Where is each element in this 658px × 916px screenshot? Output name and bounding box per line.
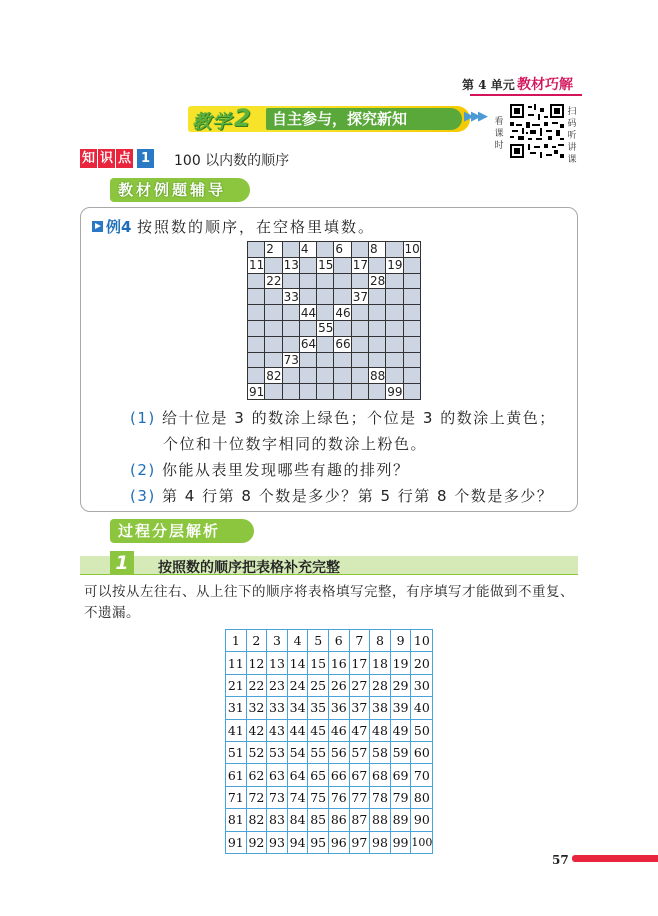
full-number-grid [225,629,433,854]
grid-cell: 52 [246,741,267,763]
grid-cell [403,352,420,368]
grid-cell: 17 [349,652,370,674]
grid-cell [386,273,403,289]
grid-cell: 67 [349,764,370,786]
grid-cell [334,289,351,305]
grid-cell: 48 [370,719,391,741]
grid-cell [386,368,403,384]
grid-cell [334,273,351,289]
grid-cell [248,368,265,384]
grid-cell [368,289,385,305]
grid-cell [299,368,316,384]
grid-cell [317,242,334,258]
grid-cell [282,320,299,336]
grid-cell: 45 [308,719,329,741]
grid-cell [351,336,368,352]
grid-cell: 8 [370,630,391,652]
grid-cell [265,336,282,352]
knowledge-point-title: 100 以内数的顺序 [174,153,290,169]
grid-cell: 73 [283,352,299,367]
grid-cell [299,384,316,400]
grid-cell: 79 [390,786,411,808]
grid-cell [351,352,368,368]
question-2 [130,459,410,480]
grid-cell: 71 [226,786,247,808]
grid-cell [403,289,420,305]
grid-cell: 91 [226,831,247,853]
grid-cell [317,336,334,352]
grid-cell: 25 [308,674,329,696]
grid-row [226,809,433,831]
question-1 [130,407,556,428]
grid-cell: 99 [390,831,411,853]
grid-cell [334,320,351,336]
grid-cell: 42 [246,719,267,741]
grid-row [248,368,421,384]
grid-cell: 66 [328,764,349,786]
grid-cell: 33 [267,697,288,719]
grid-cell: 83 [267,809,288,831]
grid-cell: 70 [411,764,433,786]
grid-cell: 82 [246,809,267,831]
grid-cell: 5 [308,630,329,652]
grid-cell [299,352,316,368]
grid-cell: 10 [411,630,433,652]
grid-cell: 32 [246,697,267,719]
grid-cell: 46 [335,305,351,320]
grid-cell: 49 [390,719,411,741]
grid-cell [368,257,385,273]
grid-cell: 81 [226,809,247,831]
grid-cell: 91 [249,384,265,399]
banner-title: 自主参与，探究新知 [266,108,462,130]
grid-row [226,741,433,763]
grid-cell [265,320,282,336]
grid-cell: 7 [349,630,370,652]
grid-cell: 39 [390,697,411,719]
grid-cell [403,336,420,352]
grid-cell: 88 [370,809,391,831]
grid-cell: 78 [370,786,391,808]
grid-cell: 11 [226,652,247,674]
banner-number: 2 [234,104,251,132]
grid-cell: 44 [287,719,308,741]
grid-cell: 77 [349,786,370,808]
grid-cell: 3 [267,630,288,652]
grid-row [226,674,433,696]
grid-cell: 51 [226,741,247,763]
grid-cell: 44 [300,305,317,320]
grid-cell: 20 [411,652,433,674]
grid-cell: 6 [334,242,351,258]
grid-cell: 2 [265,242,282,258]
grid-cell [386,242,403,258]
grid-cell [248,273,265,289]
grid-cell: 37 [352,289,368,304]
grid-row [248,352,421,368]
grid-cell: 58 [370,741,391,763]
grid-cell [248,352,265,368]
question-number: (1) [130,409,156,427]
grid-row [226,786,433,808]
grid-row [226,652,433,674]
question-number: (3) [130,487,156,505]
step-title: 按照数的顺序把表格补充完整 [158,560,340,576]
grid-cell [403,384,420,400]
grid-cell [248,320,265,336]
grid-cell: 2 [246,630,267,652]
grid-row [226,719,433,741]
grid-cell: 47 [349,719,370,741]
grid-cell: 100 [411,831,433,853]
lesson-banner [188,106,470,132]
grid-cell: 13 [267,652,288,674]
page-bar [572,855,658,862]
grid-cell [386,320,403,336]
grid-cell [351,242,368,258]
grid-cell [248,242,265,258]
step-explanation: 可以按从左往右、从上往下的顺序将表格填写完整，有序填写才能做到不重复、不遗漏。 [84,584,574,621]
grid-cell: 35 [308,697,329,719]
grid-cell [334,368,351,384]
grid-cell: 60 [411,741,433,763]
question-3 [130,485,553,506]
grid-cell [386,352,403,368]
grid-cell: 9 [390,630,411,652]
grid-cell: 34 [287,697,308,719]
grid-row [226,630,433,652]
grid-cell [265,289,282,305]
grid-cell: 55 [308,741,329,763]
grid-cell: 4 [287,630,308,652]
section-tag-examples: 教材例题辅导 [110,178,250,202]
grid-cell: 72 [246,786,267,808]
grid-cell: 23 [267,674,288,696]
grid-cell: 69 [390,764,411,786]
grid-row [248,242,421,258]
grid-row [226,831,433,853]
question-text: 第 4 行第 8 个数是多少？第 5 行第 8 个数是多少？ [162,487,554,505]
grid-row [226,764,433,786]
grid-cell [317,273,334,289]
grid-cell [282,368,299,384]
grid-cell: 57 [349,741,370,763]
grid-cell [351,305,368,321]
grid-cell: 65 [308,764,329,786]
qr-code-icon[interactable] [510,104,564,158]
grid-cell [317,368,334,384]
grid-cell [403,368,420,384]
grid-cell [248,336,265,352]
grid-row [248,320,421,336]
grid-cell [299,320,316,336]
grid-cell [317,352,334,368]
grid-cell [282,384,299,400]
grid-cell: 22 [266,273,282,288]
grid-cell: 22 [246,674,267,696]
grid-cell: 62 [246,764,267,786]
grid-cell: 82 [266,368,282,383]
grid-cell [299,289,316,305]
grid-cell: 24 [287,674,308,696]
grid-cell [403,320,420,336]
grid-cell [299,257,316,273]
grid-cell [386,336,403,352]
grid-cell: 6 [328,630,349,652]
grid-cell: 12 [246,652,267,674]
grid-cell: 11 [249,258,265,273]
grid-cell: 37 [349,697,370,719]
grid-cell: 64 [300,337,317,352]
grid-cell [265,305,282,321]
grid-cell [351,368,368,384]
grid-cell [282,336,299,352]
grid-cell: 43 [267,719,288,741]
grid-cell: 27 [349,674,370,696]
grid-cell: 68 [370,764,391,786]
question-1-line-2: 个位和十位数字相同的数涂上粉色。 [163,435,428,453]
qr-left-caption: 看 课 时 [494,117,504,151]
knowledge-point-tag [80,149,155,168]
grid-cell [351,273,368,289]
grid-cell: 96 [328,831,349,853]
grid-cell [386,289,403,305]
grid-cell [368,305,385,321]
example-instruction: 按照数的顺序，在空格里填数。 [137,218,376,236]
grid-cell [351,384,368,400]
header-divider [470,94,582,96]
grid-cell [282,305,299,321]
grid-cell: 16 [328,652,349,674]
grid-cell [386,305,403,321]
grid-cell: 40 [411,697,433,719]
grid-cell: 74 [287,786,308,808]
grid-cell [368,320,385,336]
grid-cell: 8 [368,242,385,258]
step-number: 1 [110,551,134,575]
grid-cell: 80 [411,786,433,808]
grid-cell: 36 [328,697,349,719]
question-text: 你能从表里发现哪些有趣的排列？ [162,461,410,479]
grid-cell: 61 [226,764,247,786]
grid-cell [334,384,351,400]
unit-label: 第 4 单元 [462,78,515,92]
grid-cell: 59 [390,741,411,763]
grid-cell: 98 [370,831,391,853]
grid-cell [248,305,265,321]
grid-cell [334,352,351,368]
grid-cell [317,305,334,321]
grid-row [248,257,421,273]
grid-cell: 1 [226,630,247,652]
grid-cell [334,257,351,273]
grid-cell: 63 [267,764,288,786]
question-text: 给十位是 3 的数涂上绿色；个位是 3 的数涂上黄色； [162,409,556,427]
grid-row [226,697,433,719]
grid-cell: 64 [287,764,308,786]
grid-cell: 53 [267,741,288,763]
grid-cell: 66 [335,337,351,352]
grid-cell: 33 [283,289,299,304]
grid-cell: 92 [246,831,267,853]
grid-cell: 26 [328,674,349,696]
grid-cell: 38 [370,697,391,719]
grid-cell: 75 [308,786,329,808]
grid-cell [403,257,420,273]
grid-cell [368,384,385,400]
grid-cell: 97 [349,831,370,853]
grid-cell: 29 [390,674,411,696]
kp-char: 点 [117,151,131,166]
grid-cell: 88 [369,368,386,383]
grid-cell: 10 [404,242,420,257]
grid-cell [299,273,316,289]
grid-cell [248,289,265,305]
grid-cell: 90 [411,809,433,831]
grid-cell: 95 [308,831,329,853]
example-label: 例4 [106,218,132,236]
grid-cell: 46 [328,719,349,741]
grid-cell: 50 [411,719,433,741]
grid-cell: 76 [328,786,349,808]
grid-cell: 89 [390,809,411,831]
grid-cell: 93 [267,831,288,853]
grid-row [248,273,421,289]
grid-cell: 86 [328,809,349,831]
grid-cell [317,384,334,400]
grid-cell [265,352,282,368]
grid-cell: 17 [352,258,368,273]
grid-cell: 15 [318,258,334,273]
grid-cell [265,384,282,400]
question-number: (2) [130,461,156,479]
grid-cell: 14 [287,652,308,674]
book-title: 教材巧解 [517,77,573,93]
grid-cell [403,305,420,321]
section-tag-analysis: 过程分层解析 [110,519,254,543]
grid-row [248,384,421,400]
grid-cell: 85 [308,809,329,831]
grid-row [248,289,421,305]
grid-cell: 21 [226,674,247,696]
grid-cell [317,289,334,305]
grid-cell: 84 [287,809,308,831]
grid-cell: 13 [283,258,299,273]
grid-cell: 55 [318,321,334,336]
banner-arrows-icon: ▶▶▶ [464,109,485,124]
kp-char: 知 [81,151,95,166]
grid-cell: 4 [299,242,316,258]
play-triangle-icon [92,221,103,232]
grid-cell: 94 [287,831,308,853]
grid-cell [282,273,299,289]
grid-cell: 73 [267,786,288,808]
grid-cell: 19 [390,652,411,674]
grid-row [248,336,421,352]
grid-cell [403,273,420,289]
kp-number: 1 [137,149,154,168]
grid-cell [368,352,385,368]
partial-number-grid [247,241,421,400]
grid-cell: 28 [370,674,391,696]
grid-cell [351,320,368,336]
grid-cell [282,242,299,258]
grid-cell: 56 [328,741,349,763]
grid-cell: 31 [226,697,247,719]
grid-cell: 54 [287,741,308,763]
grid-cell: 19 [387,258,403,273]
grid-row [248,305,421,321]
banner-left-text: 教学 [192,111,233,133]
kp-char: 识 [99,151,113,166]
qr-right-caption: 扫 码 听 讲 课 [567,107,577,165]
grid-cell: 18 [370,652,391,674]
grid-cell: 41 [226,719,247,741]
grid-cell [368,336,385,352]
page-number: 57 [552,853,569,867]
grid-cell [265,257,282,273]
grid-cell: 15 [308,652,329,674]
grid-cell: 87 [349,809,370,831]
grid-cell: 28 [369,273,386,288]
grid-cell: 99 [387,384,403,399]
grid-cell: 30 [411,674,433,696]
